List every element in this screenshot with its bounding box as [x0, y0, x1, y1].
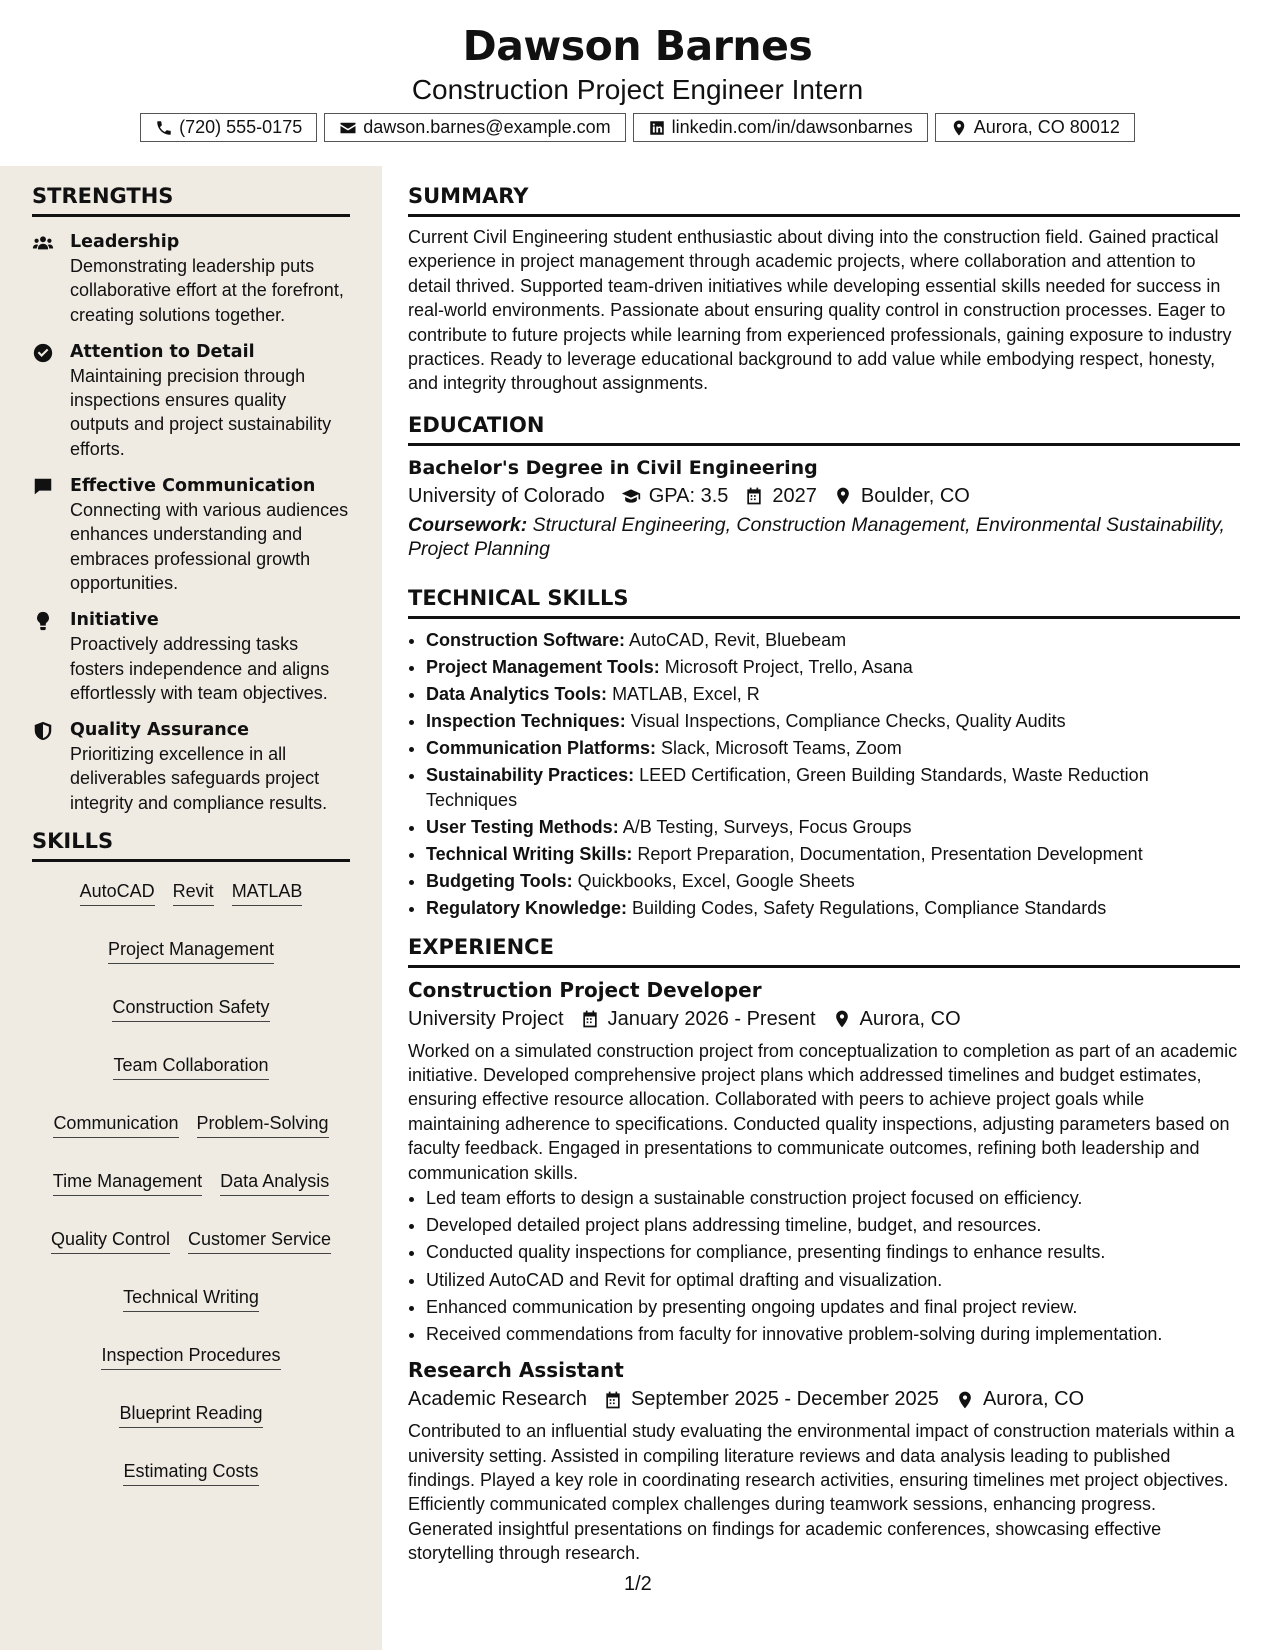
coursework-label: Coursework:	[408, 513, 528, 536]
school-name: University of Colorado	[408, 484, 605, 507]
contact-phone-text: (720) 555-0175	[179, 117, 303, 137]
candidate-name: Dawson Barnes	[462, 22, 813, 70]
technical-skill-item	[426, 655, 1240, 680]
linkedin-icon	[648, 119, 666, 137]
skill-tag: Communication	[53, 1110, 178, 1138]
calendar-icon	[744, 486, 764, 506]
calendar-icon	[580, 1009, 600, 1029]
job-bullet: • Enhanced communication by presenting ongoing updates and final project review.	[426, 1294, 1240, 1321]
skill-tag: Problem-Solving	[197, 1110, 329, 1138]
comment-icon	[32, 476, 54, 498]
strength-item	[32, 230, 350, 327]
technical-skill-value: Visual Inspections, Compliance Checks, Quality Audits	[630, 710, 1066, 731]
job-location: Aurora, CO	[982, 1388, 1085, 1411]
technical-skill-item	[426, 896, 1240, 921]
technical-skill-value: MATLAB, Excel, R	[612, 683, 760, 704]
job-bullet: • Conducted quality inspections for compliance, presenting findings to enhance results.	[426, 1239, 1240, 1266]
skill-tag: Project Management	[108, 936, 274, 964]
skill-tag: Inspection Procedures	[101, 1342, 280, 1370]
technical-skill-value: LEED Certification, Green Building Standards, Waste Reduction Techniques	[426, 765, 1149, 810]
strength-desc: Connecting with various audiences enhances understanding and embraces professional growth opportunities.	[70, 500, 349, 593]
skill-tag: Data Analysis	[220, 1168, 329, 1196]
page-number: 1/2	[624, 1573, 652, 1595]
coursework-list: Structural Engineering, Construction Management, Environmental Sustainability, Project Planning	[408, 513, 1225, 561]
strength-desc: Prioritizing excellence in all deliverables safeguards project integrity and compliance results.	[70, 744, 328, 813]
technical-skill-item	[426, 815, 1240, 840]
envelope-icon	[339, 119, 357, 137]
contact-email-text: dawson.barnes@example.com	[363, 117, 611, 137]
strength-title: Initiative	[70, 610, 159, 631]
technical-skill-item	[426, 842, 1240, 867]
technical-skill-item	[426, 736, 1240, 761]
strength-desc: Proactively addressing tasks fosters independence and aligns effortlessly with team objectives.	[70, 634, 330, 703]
lightbulb-icon	[32, 610, 54, 632]
job-org: University Project	[408, 1007, 564, 1030]
job-meta	[408, 1388, 1240, 1411]
technical-skill-label: Project Management Tools:	[426, 656, 660, 677]
skill-tag: Technical Writing	[123, 1284, 259, 1312]
education-meta	[408, 485, 1240, 508]
summary-heading: SUMMARY	[408, 184, 1240, 217]
strength-title: Effective Communication	[70, 476, 316, 497]
graduation-cap-icon	[621, 486, 641, 506]
job-title: Construction Project Developer	[408, 977, 762, 1002]
technical-skill-item	[426, 869, 1240, 894]
technical-skill-value: Quickbooks, Excel, Google Sheets	[577, 870, 855, 891]
strength-title: Attention to Detail	[70, 341, 255, 362]
contact-linkedin[interactable]	[633, 113, 928, 142]
technical-skill-item	[426, 763, 1240, 812]
users-icon	[32, 232, 54, 254]
job-location: Aurora, CO	[859, 1007, 961, 1030]
job-description: Worked on a simulated construction project from conceptualization to completion as part of an academic initiative. Developed comprehensive project plans which addressed timelines and budget estimates, ensuring effective resource allocation. Collaborated with peers to achieve project goals while maintaining adherence to specifications. Conducted quality inspections, adjusting parameters based on faculty feedback. Engaged in presentations to communicate outcomes, refining both leadership and communication skills.	[408, 1040, 1238, 1183]
strength-desc: Maintaining precision through inspections ensures quality outputs and project sustainability efforts.	[70, 365, 332, 459]
job-bullets	[408, 1185, 1240, 1348]
strength-item	[32, 608, 350, 705]
skill-tag: Construction Safety	[112, 994, 269, 1022]
grad-year: 2027	[772, 484, 817, 507]
school-location: Boulder, CO	[860, 484, 970, 507]
technical-skill-label: Communication Platforms:	[426, 738, 657, 759]
technical-skill-value: A/B Testing, Surveys, Focus Groups	[622, 816, 912, 837]
job-org: Academic Research	[408, 1388, 587, 1411]
job-entry	[408, 1358, 1240, 1565]
experience-heading: EXPERIENCE	[408, 935, 1240, 968]
sidebar	[0, 166, 382, 1650]
job-bullet: • Utilized AutoCAD and Revit for optimal drafting and visualization.	[426, 1267, 1240, 1294]
map-pin-icon	[950, 119, 968, 137]
job-meta	[408, 1008, 1240, 1031]
summary-text: Current Civil Engineering student enthusiastic about diving into the construction field. Gained practical experience in project management through academic projects, where collaboration and attention to detail thrived. Supported team-driven initiatives while developing essential skills needed for success in real-world environments. Passionate about ensuring quality control in construction processes. Eager to contribute to future projects while learning from experienced professionals, gaining exposure to industry practices. Ready to leverage educational background to add value while embodying respect, honesty, and integrity throughout assignments.	[408, 227, 1232, 394]
degree-title: Bachelor's Degree in Civil Engineering	[408, 456, 818, 479]
coursework	[408, 513, 1240, 562]
technical-skill-label: Data Analytics Tools:	[426, 683, 608, 704]
contact-bar	[0, 113, 1275, 142]
strength-title: Quality Assurance	[70, 720, 249, 741]
technical-skill-value: Slack, Microsoft Teams, Zoom	[661, 738, 902, 759]
contact-location-text: Aurora, CO 80012	[973, 117, 1120, 137]
technical-skill-value: Microsoft Project, Trello, Asana	[664, 656, 913, 677]
strength-desc: Demonstrating leadership puts collaborative effort at the forefront, creating solutions together.	[70, 256, 344, 325]
technical-skill-label: Budgeting Tools:	[426, 870, 573, 891]
skill-tag: Quality Control	[51, 1226, 170, 1254]
main-content	[408, 166, 1240, 1566]
job-title: Research Assistant	[408, 1358, 624, 1383]
technical-skill-value: Building Codes, Safety Regulations, Compliance Standards	[632, 898, 1107, 918]
technical-skill-value: AutoCAD, Revit, Bluebeam	[629, 629, 847, 650]
strength-item	[32, 718, 350, 815]
contact-email[interactable]	[324, 113, 625, 142]
technical-skill-label: Construction Software:	[426, 629, 626, 650]
strength-item	[32, 474, 350, 595]
skills-list	[32, 878, 350, 1486]
strength-item	[32, 340, 350, 461]
strength-title: Leadership	[70, 232, 180, 252]
skills-section	[32, 829, 350, 1486]
technical-skill-item	[426, 682, 1240, 707]
job-bullet: • Led team efforts to design a sustainable construction project focused on efficiency.	[426, 1185, 1240, 1212]
skill-tag: AutoCAD	[80, 878, 155, 906]
phone-icon	[155, 119, 173, 137]
map-pin-icon	[832, 1009, 852, 1029]
technical-skill-label: Inspection Techniques:	[426, 710, 626, 731]
job-dates: September 2025 - December 2025	[630, 1388, 939, 1411]
technical-skill-item	[426, 709, 1240, 734]
technical-skill-label: User Testing Methods:	[426, 816, 619, 837]
strengths-heading: STRENGTHS	[32, 184, 350, 217]
contact-linkedin-text: linkedin.com/in/dawsonbarnes	[671, 117, 913, 137]
technical-skill-label: Technical Writing Skills:	[426, 843, 633, 864]
resume-header	[0, 0, 1275, 166]
technical-skill-label: Regulatory Knowledge:	[426, 898, 628, 918]
contact-location	[935, 113, 1135, 142]
skills-heading: SKILLS	[32, 829, 350, 862]
job-description: Contributed to an influential study evaluating the environmental impact of construction materials within a university setting. Assisted in compiling literature reviews and data analysis leading to published findings. Played a key role in coordinating research activities, ensuring timelines met project objectives. Efficiently communicated complex challenges during teamwork sessions, enhancing progress. Generated insightful presentations on findings for academic conferences, showcasing effective storytelling through research.	[408, 1421, 1235, 1564]
job-bullet: • Developed detailed project plans addressing timeline, budget, and resources.	[426, 1212, 1240, 1239]
candidate-title: Construction Project Engineer Intern	[411, 74, 864, 105]
contact-phone[interactable]	[140, 113, 317, 142]
technical-skills-list	[408, 628, 1240, 921]
gpa: GPA: 3.5	[648, 484, 729, 507]
skill-tag: Customer Service	[188, 1226, 331, 1254]
check-circle-icon	[32, 342, 54, 364]
technical-skills-heading: TECHNICAL SKILLS	[408, 586, 1240, 619]
skill-tag: Time Management	[53, 1168, 202, 1196]
shield-icon	[32, 720, 54, 742]
job-dates: January 2026 - Present	[607, 1007, 816, 1030]
technical-skill-item	[426, 628, 1240, 653]
calendar-icon	[603, 1390, 623, 1410]
map-pin-icon	[833, 486, 853, 506]
skill-tag: Estimating Costs	[123, 1458, 258, 1486]
job-entry	[408, 978, 1240, 1349]
skill-tag: Revit	[173, 878, 214, 906]
job-bullet: • Received commendations from faculty for innovative problem-solving during implementation.	[426, 1321, 1240, 1348]
technical-skill-label: Sustainability Practices:	[426, 765, 635, 786]
skill-tag: Blueprint Reading	[119, 1400, 262, 1428]
technical-skill-value: Report Preparation, Documentation, Presentation Development	[637, 843, 1143, 864]
skill-tag: MATLAB	[232, 878, 303, 906]
skill-tag: Team Collaboration	[113, 1052, 268, 1080]
education-heading: EDUCATION	[408, 413, 1240, 446]
map-pin-icon	[955, 1390, 975, 1410]
